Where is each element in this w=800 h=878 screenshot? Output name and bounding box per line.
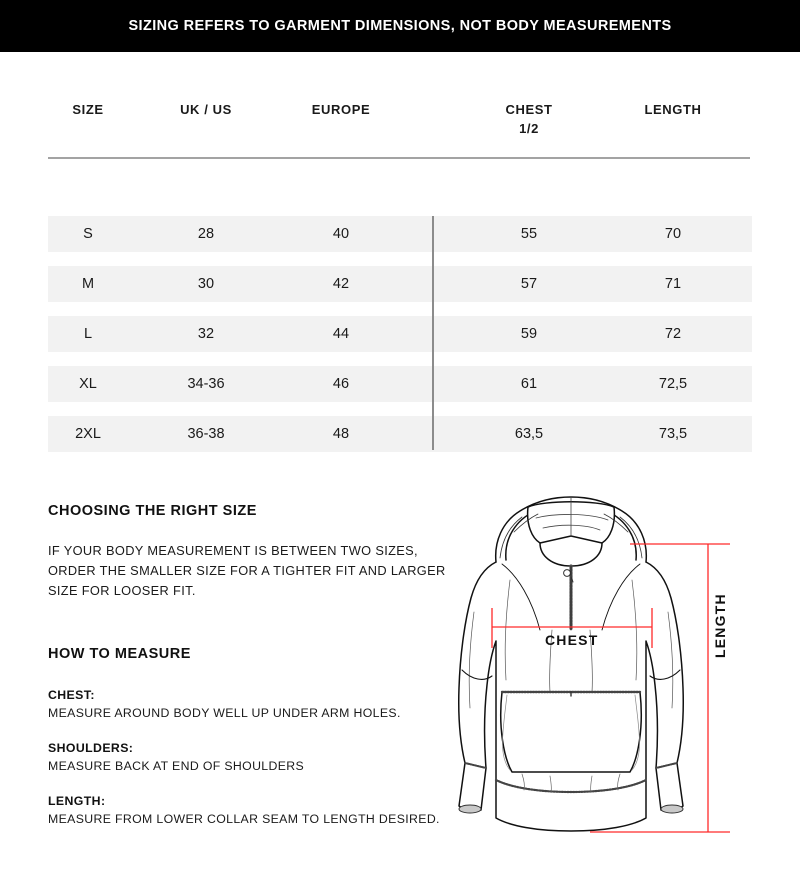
header-banner bbox=[0, 0, 800, 52]
cell-europe: 48 bbox=[332, 426, 350, 442]
cell-europe: 40 bbox=[332, 226, 350, 242]
measure-item bbox=[48, 792, 448, 828]
header-divider bbox=[48, 157, 750, 159]
cell-chest: 59 bbox=[520, 326, 538, 342]
measure-label: LENGTH: bbox=[48, 794, 106, 808]
cell-europe: 44 bbox=[332, 326, 350, 342]
table-body bbox=[48, 216, 752, 466]
measure-text: MEASURE BACK AT END OF SHOULDERS bbox=[48, 759, 305, 773]
table-row bbox=[48, 216, 752, 252]
cell-length: 72 bbox=[664, 326, 682, 342]
measure-item bbox=[48, 739, 448, 775]
cell-length: 73,5 bbox=[658, 426, 688, 442]
cell-size: 2XL bbox=[75, 426, 101, 442]
measure-text: MEASURE AROUND BODY WELL UP UNDER ARM HOLES. bbox=[48, 706, 401, 720]
table-row bbox=[48, 316, 752, 352]
cuff-right-opening bbox=[661, 805, 683, 813]
cell-size: M bbox=[81, 276, 95, 292]
cell-uk-us: 34-36 bbox=[187, 376, 225, 392]
table-column-divider bbox=[432, 216, 434, 450]
cuff-left bbox=[459, 763, 486, 811]
cuff-left-opening bbox=[459, 805, 481, 813]
measure-label: CHEST: bbox=[48, 688, 95, 702]
cell-length: 72,5 bbox=[658, 376, 688, 392]
table-row bbox=[48, 416, 752, 452]
cell-length: 70 bbox=[664, 226, 682, 242]
cell-uk-us: 28 bbox=[197, 226, 215, 242]
column-header-chest-sub: 1/2 bbox=[519, 121, 539, 136]
length-guide-label: LENGTH bbox=[712, 593, 728, 658]
cell-uk-us: 30 bbox=[197, 276, 215, 292]
column-header-europe: EUROPE bbox=[311, 102, 371, 117]
chest-guide-label: CHEST bbox=[545, 632, 599, 648]
table-row bbox=[48, 266, 752, 302]
measure-item bbox=[48, 686, 448, 722]
cell-chest: 63,5 bbox=[514, 426, 544, 442]
cell-size: S bbox=[83, 226, 93, 242]
cell-chest: 61 bbox=[520, 376, 538, 392]
cell-europe: 42 bbox=[332, 276, 350, 292]
zipper-pull-ring bbox=[564, 570, 571, 577]
kangaroo-pocket bbox=[501, 692, 642, 772]
cell-length: 71 bbox=[664, 276, 682, 292]
cuff-right bbox=[656, 763, 683, 811]
cell-uk-us: 32 bbox=[197, 326, 215, 342]
hoodie-diagram bbox=[440, 480, 800, 870]
cell-chest: 57 bbox=[520, 276, 538, 292]
column-header-uk-us: UK / US bbox=[180, 102, 232, 117]
cell-size: L bbox=[83, 326, 93, 342]
garment-illustration bbox=[440, 480, 800, 870]
measure-list bbox=[48, 686, 448, 828]
column-header-chest: CHEST 1/2 bbox=[505, 102, 553, 136]
how-to-measure-heading: HOW TO MEASURE bbox=[48, 646, 191, 662]
measure-label: SHOULDERS: bbox=[48, 741, 134, 755]
cell-europe: 46 bbox=[332, 376, 350, 392]
choosing-size-heading: CHOOSING THE RIGHT SIZE bbox=[48, 503, 257, 519]
measure-text: MEASURE FROM LOWER COLLAR SEAM TO LENGTH DESIRED. bbox=[48, 812, 440, 826]
choosing-size-body: IF YOUR BODY MEASUREMENT IS BETWEEN TWO SIZES, ORDER THE SMALLER SIZE FOR A TIGHTER FIT AND LARGER SIZE FOR LOOSER FIT. bbox=[48, 543, 446, 598]
table-row bbox=[48, 366, 752, 402]
cell-chest: 55 bbox=[520, 226, 538, 242]
table-header-row bbox=[48, 100, 752, 158]
cell-size: XL bbox=[79, 376, 97, 392]
size-table bbox=[48, 100, 752, 442]
banner-text: SIZING REFERS TO GARMENT DIMENSIONS, NOT BODY MEASUREMENTS bbox=[128, 18, 672, 34]
column-header-length: LENGTH bbox=[644, 102, 702, 117]
cell-uk-us: 36-38 bbox=[187, 426, 225, 442]
column-header-size: SIZE bbox=[72, 102, 104, 117]
sizing-info bbox=[48, 503, 448, 845]
